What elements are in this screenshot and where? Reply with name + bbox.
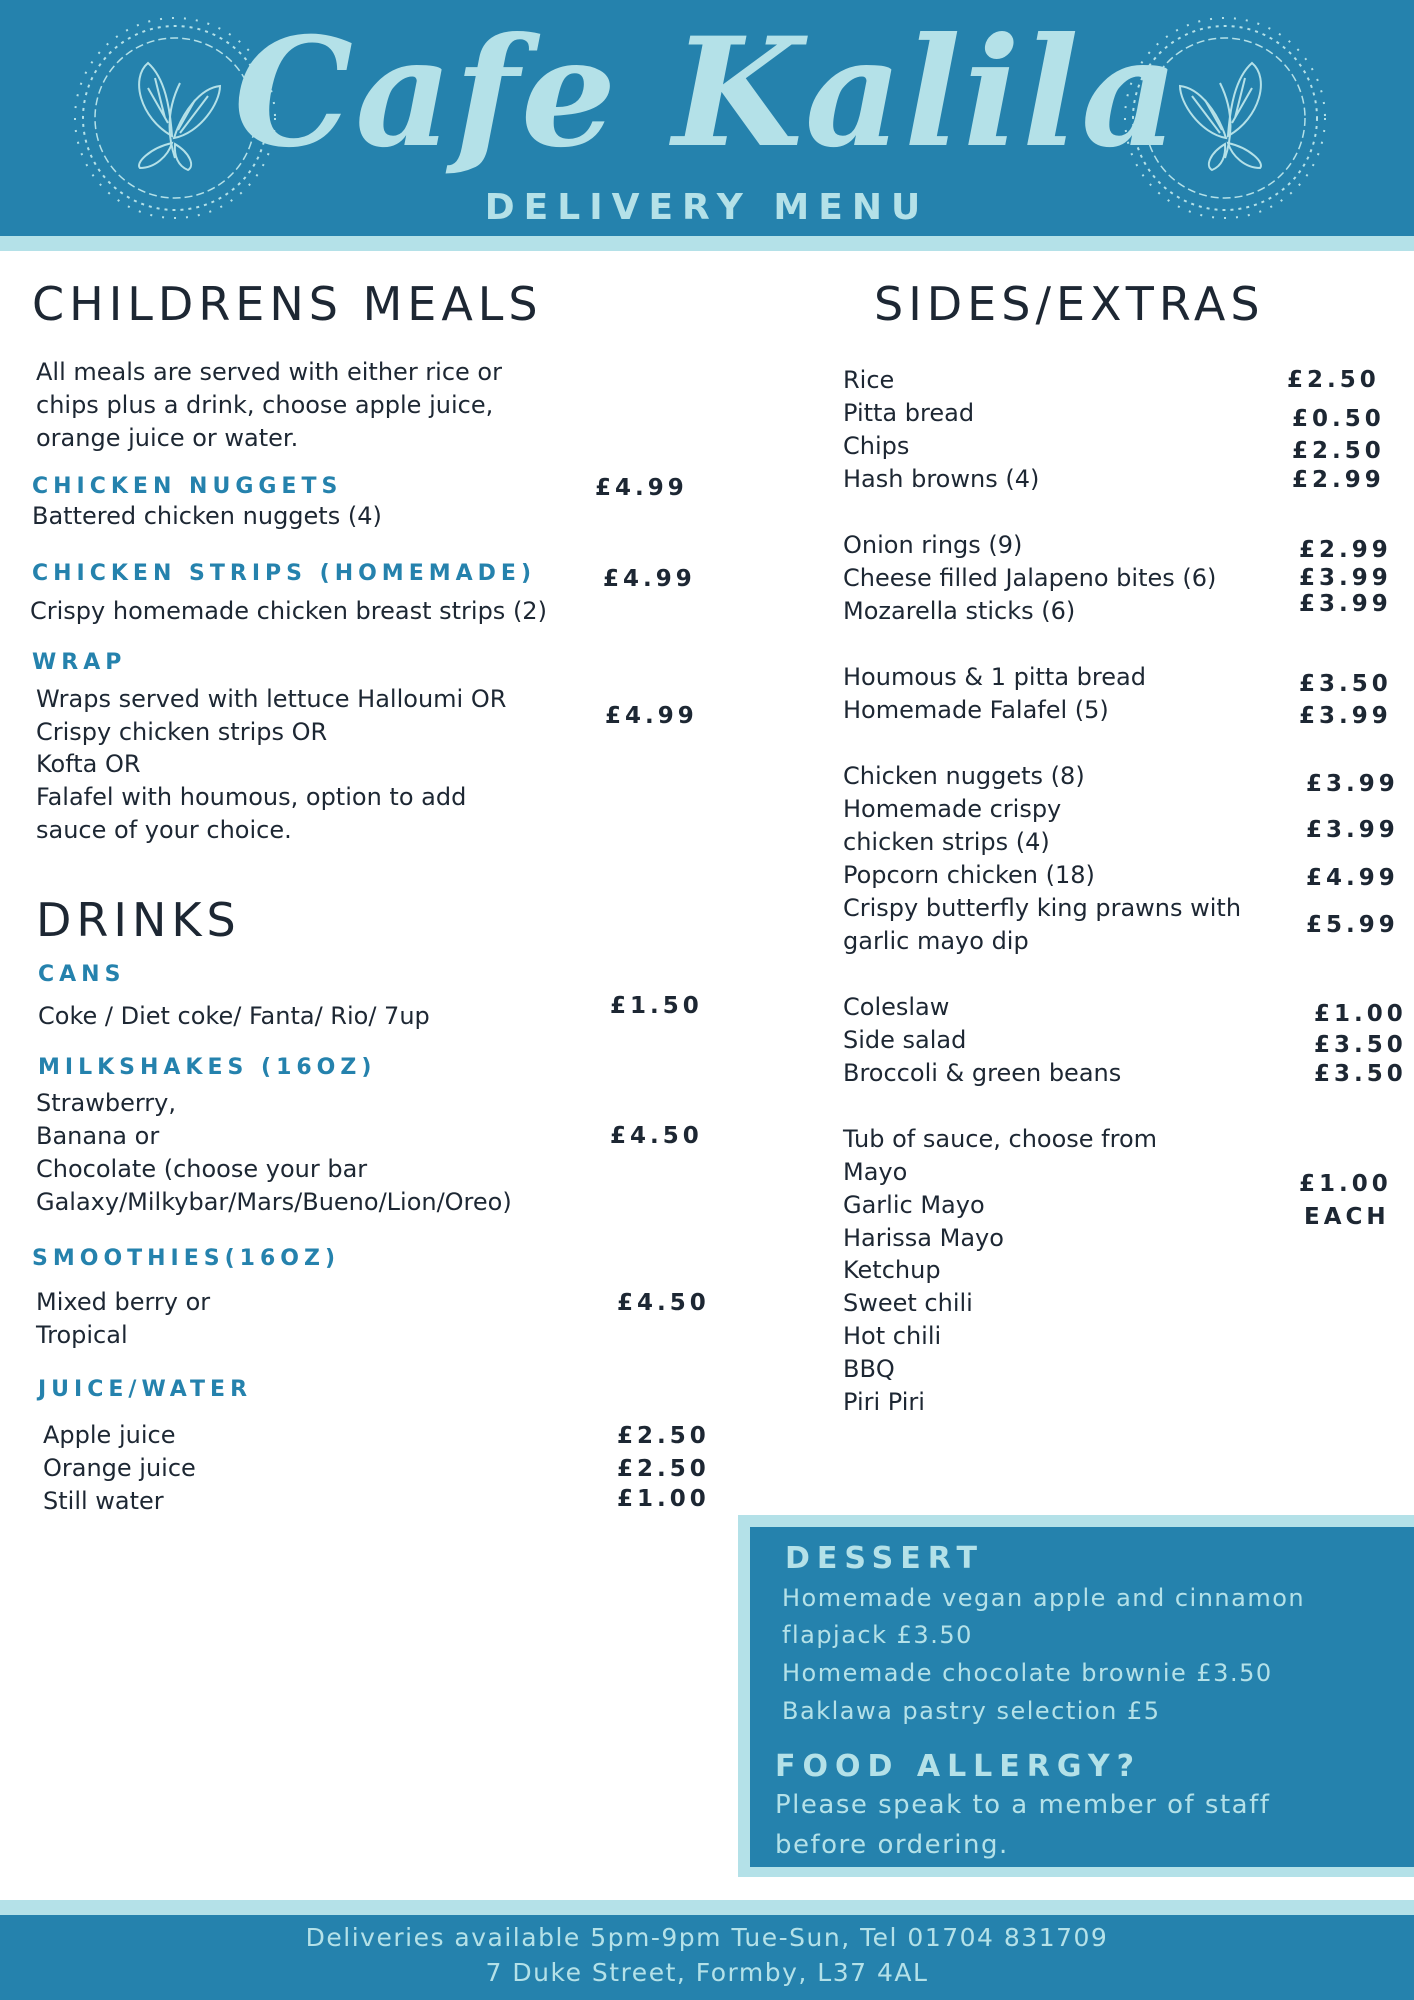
milkshakes-desc-line: Galaxy/Milkybar/Mars/Bueno/Lion/Oreo) [36,1188,512,1216]
side-item-price: £3.99 [1299,591,1392,617]
dessert-heading: DESSERT [785,1541,984,1576]
juice-item-price: £1.00 [617,1486,710,1512]
sauce-line: Tub of sauce, choose from [843,1125,1158,1153]
side-item-name: Chips [843,432,910,460]
cafe-title: Cafe Kalila [233,5,1181,181]
side-item-price: £3.99 [1299,565,1392,591]
side-item-price: £3.50 [1314,1061,1407,1087]
side-item-price: £4.99 [1306,865,1399,891]
side-item-name: Onion rings (9) [843,531,1023,559]
milkshakes-desc-line: Banana or [36,1122,160,1150]
side-item-name: Crispy butterfly king prawns with [843,894,1242,922]
cans-desc: Coke / Diet coke/ Fanta/ Rio/ 7up [38,1002,430,1030]
childrens-meals-heading: CHILDRENS MEALS [32,277,543,331]
wrap-desc-line: sauce of your choice. [36,816,292,844]
side-item-price: £3.50 [1299,671,1392,697]
cans-title: CANS [38,962,126,987]
sauce-line: Sweet chili [843,1289,973,1317]
sauce-price-note: EACH [1304,1204,1390,1230]
footer-address: 7 Duke Street, Formby, L37 4AL [485,1958,929,1987]
side-item-name: Cheese filled Jalapeno bites (6) [843,564,1217,592]
chicken-nuggets-price: £4.99 [595,475,688,501]
chicken-strips-desc: Crispy homemade chicken breast strips (2) [30,597,547,625]
wrap-desc-line: Wraps served with lettuce Halloumi OR [36,685,507,713]
chicken-nuggets-desc: Battered chicken nuggets (4) [32,502,382,530]
side-item-name: Hash browns (4) [843,465,1040,493]
drinks-heading: DRINKS [36,893,241,947]
sauce-line: Piri Piri [843,1388,925,1416]
side-item-name: Homemade Falafel (5) [843,696,1109,724]
milkshakes-price: £4.50 [610,1123,703,1149]
food-allergy-heading: FOOD ALLERGY? [775,1749,1141,1784]
side-item-price: £2.50 [1287,367,1380,393]
chicken-strips-price: £4.99 [603,566,696,592]
footer-delivery-hours: Deliveries available 5pm-9pm Tue-Sun, Tel 01704 831709 [305,1923,1109,1952]
side-item-name: Coleslaw [843,993,950,1021]
side-item-price: £3.99 [1306,817,1399,843]
side-item-name: Popcorn chicken (18) [843,861,1095,889]
side-item-price: £3.99 [1306,771,1399,797]
sides-extras-heading: SIDES/EXTRAS [874,277,1265,331]
side-item-price: £1.00 [1314,1001,1407,1027]
header-stripe [0,236,1414,251]
smoothies-title: SMOOTHIES(16OZ) [32,1246,340,1271]
sauce-line: Garlic Mayo [843,1191,985,1219]
sauce-line: Ketchup [843,1256,941,1284]
smoothies-price: £4.50 [617,1290,710,1316]
childrens-intro-line: chips plus a drink, choose apple juice, [36,391,494,419]
menu-subtitle: DELIVERY MENU [484,187,930,228]
wrap-desc-line: Falafel with houmous, option to add [36,783,467,811]
dessert-line: Homemade vegan apple and cinnamon [782,1584,1306,1612]
side-item-name: Mozarella sticks (6) [843,597,1076,625]
side-item-name: Houmous & 1 pitta bread [843,663,1146,691]
allergy-line: Please speak to a member of staff [775,1790,1271,1820]
wrap-desc-line: Crispy chicken strips OR [36,718,328,746]
footer-stripe [0,1900,1414,1915]
wrap-price: £4.99 [605,703,698,729]
side-item-price: £3.50 [1314,1032,1407,1058]
side-item-price: £0.50 [1292,406,1385,432]
side-item-name: Chicken nuggets (8) [843,762,1085,790]
dessert-line: Baklawa pastry selection £5 [782,1697,1161,1725]
wrap-title: WRAP [32,650,127,675]
milkshakes-desc-line: Chocolate (choose your bar [36,1155,368,1183]
chicken-nuggets-title: CHICKEN NUGGETS [32,474,343,499]
side-item-name: Pitta bread [843,399,975,427]
sauce-line: Hot chili [843,1322,942,1350]
juice-item-name: Still water [43,1487,164,1515]
sauce-price: £1.00 [1299,1171,1392,1197]
juice-item-name: Apple juice [43,1421,176,1449]
juice-item-price: £2.50 [617,1456,710,1482]
dessert-line: Homemade chocolate brownie £3.50 [782,1659,1273,1687]
sauce-line: Harissa Mayo [843,1224,1004,1252]
side-item-name: chicken strips (4) [843,828,1050,856]
side-item-name: Homemade crispy [843,795,1062,823]
sauce-line: Mayo [843,1158,908,1186]
smoothies-desc-line: Mixed berry or [36,1288,211,1316]
juice-water-title: JUICE/WATER [38,1377,253,1402]
milkshakes-title: MILKSHAKES (16OZ) [38,1055,377,1080]
side-item-name: Rice [843,366,895,394]
juice-item-name: Orange juice [43,1454,196,1482]
side-item-name: Side salad [843,1026,967,1054]
childrens-intro-line: orange juice or water. [36,424,299,452]
juice-item-price: £2.50 [617,1423,710,1449]
allergy-line: before ordering. [775,1830,1009,1860]
dessert-line: flapjack £3.50 [782,1621,973,1649]
childrens-intro-line: All meals are served with either rice or [36,358,502,386]
sauce-line: BBQ [843,1355,895,1383]
milkshakes-desc-line: Strawberry, [36,1089,176,1117]
side-item-price: £2.99 [1292,467,1385,493]
side-item-price: £2.99 [1299,537,1392,563]
side-item-price: £5.99 [1306,912,1399,938]
side-item-price: £2.50 [1292,438,1385,464]
side-item-price: £3.99 [1299,703,1392,729]
cans-price: £1.50 [610,993,703,1019]
smoothies-desc-line: Tropical [36,1321,128,1349]
wrap-desc-line: Kofta OR [36,750,141,778]
chicken-strips-title: CHICKEN STRIPS (HOMEMADE) [32,561,536,586]
side-item-name: garlic mayo dip [843,927,1029,955]
side-item-name: Broccoli & green beans [843,1059,1122,1087]
